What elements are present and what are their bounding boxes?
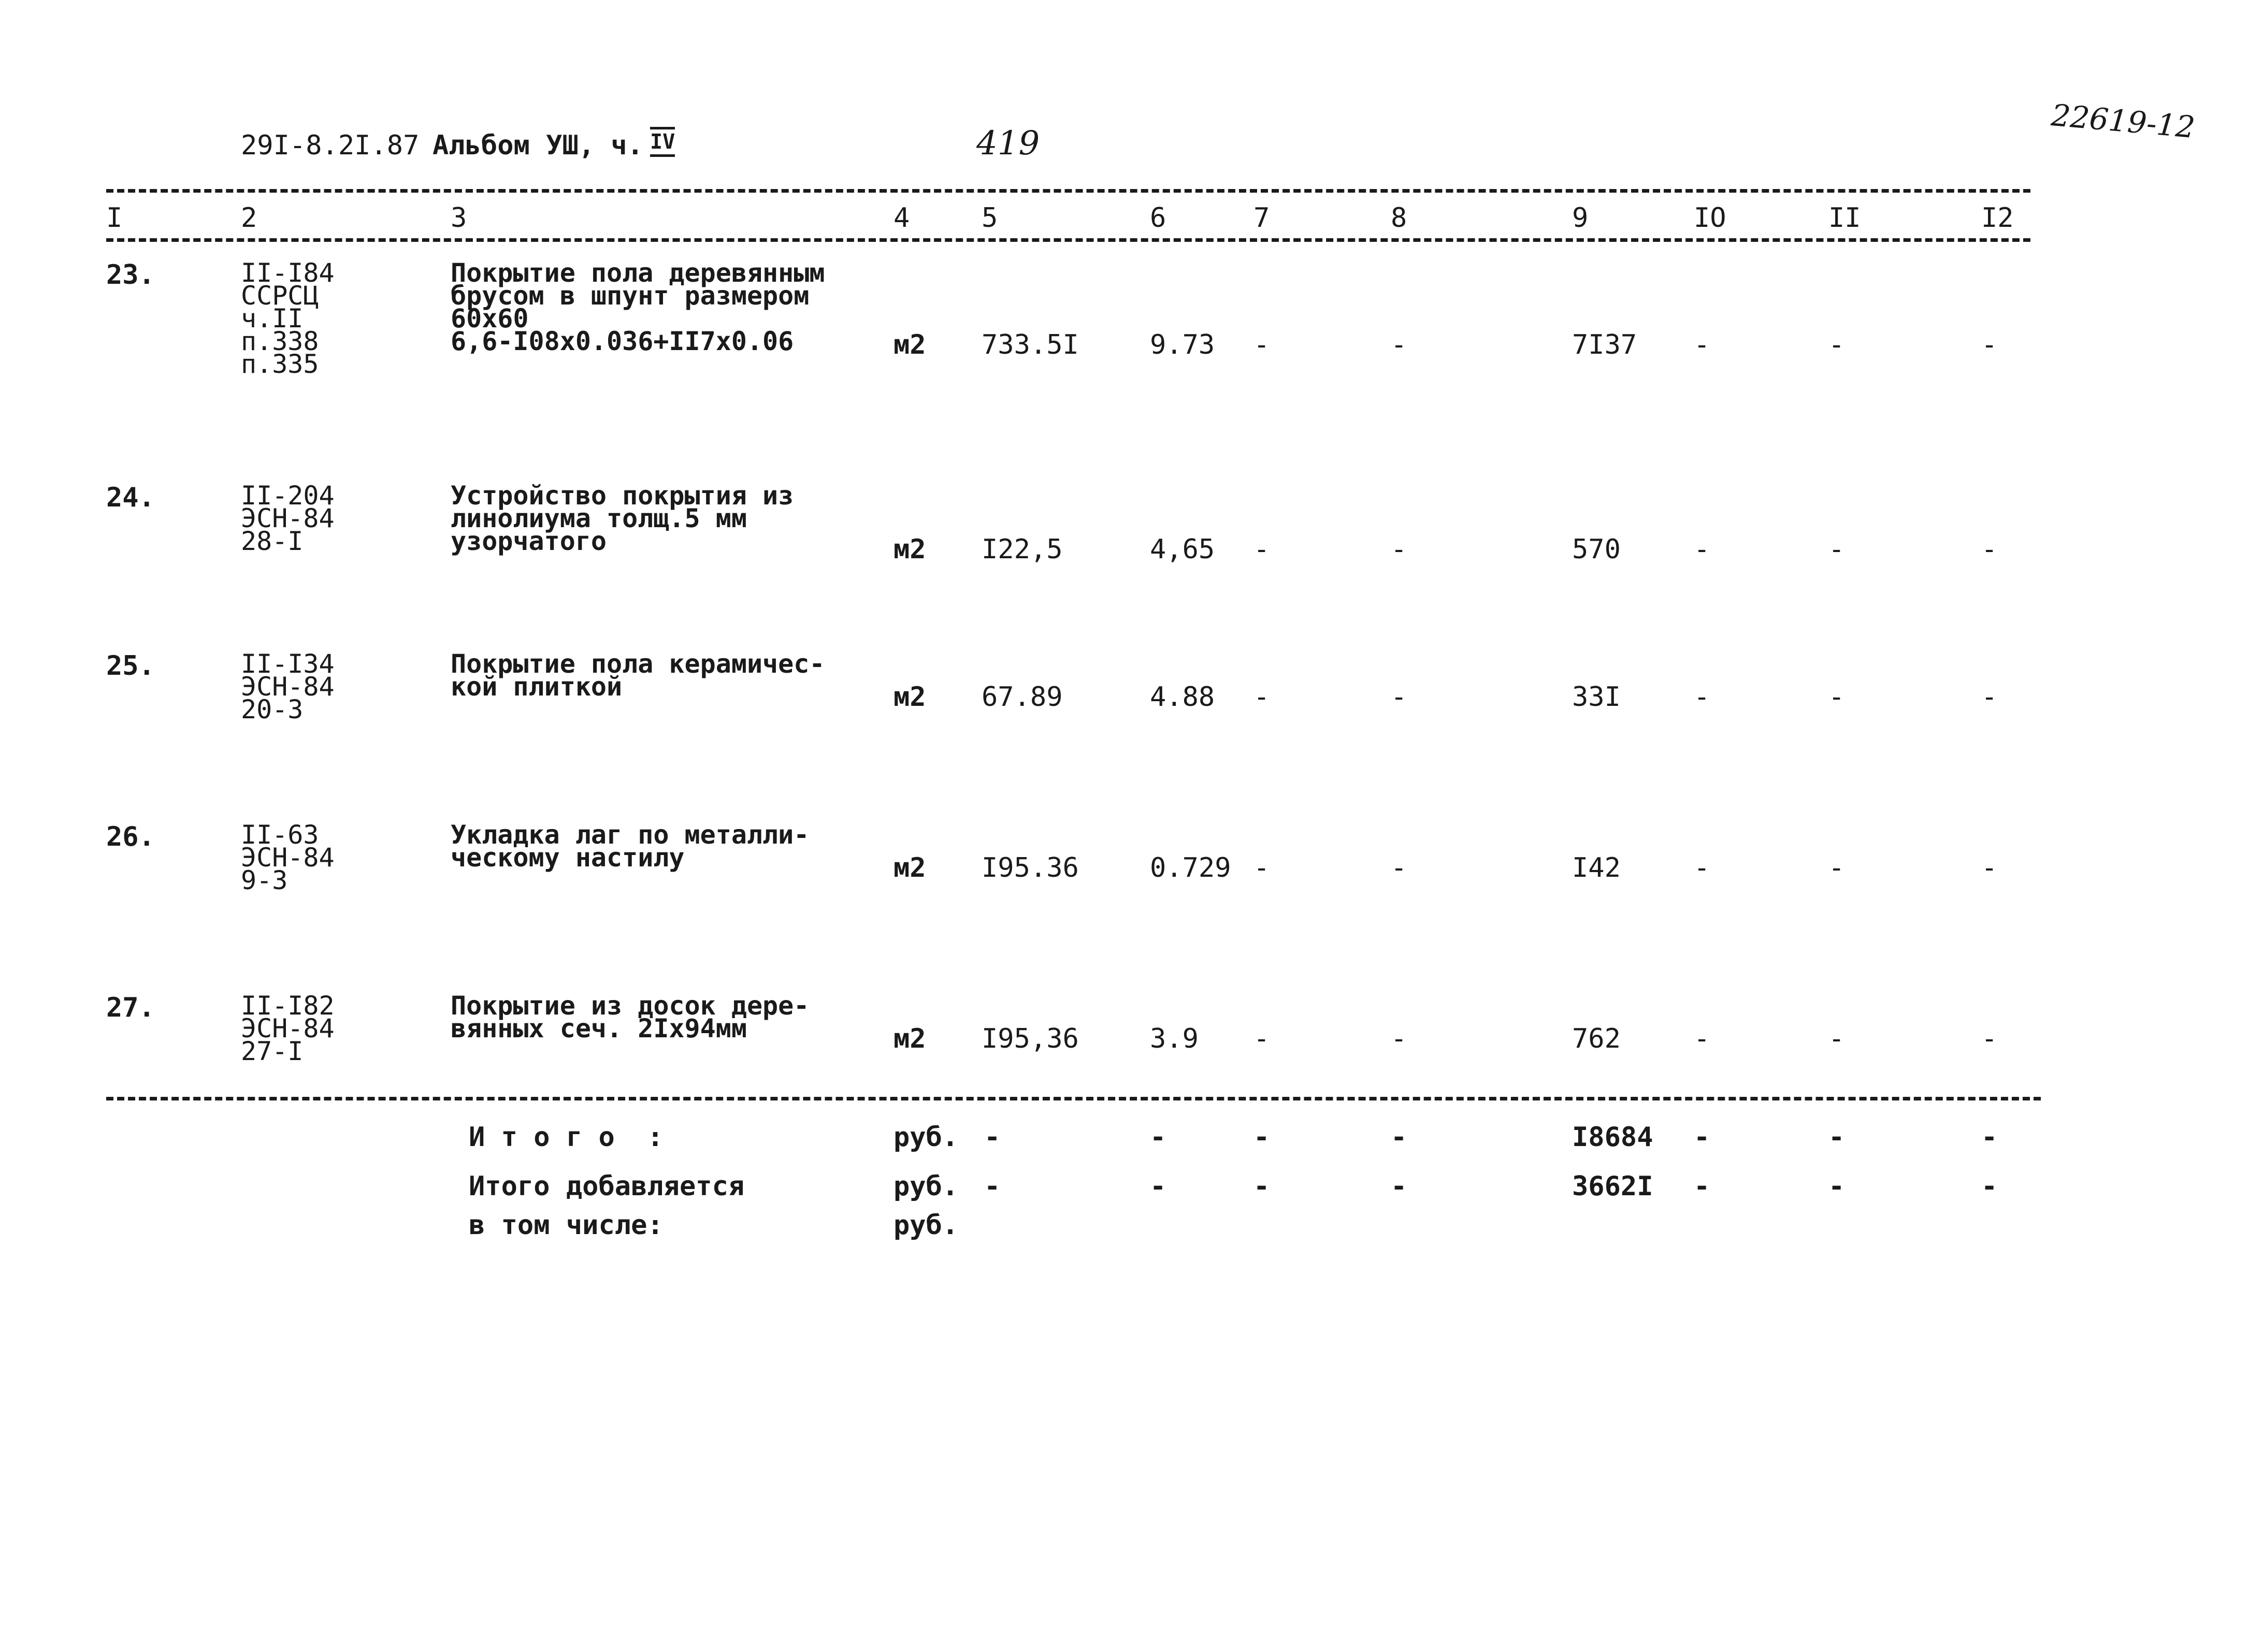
norm-code: II-204 ЭСН-84 28-I — [241, 481, 335, 556]
totals-label: в том числе: — [469, 1210, 664, 1241]
row-number: 27. — [106, 992, 155, 1023]
norm-code: II-I82 ЭСН-84 27-I — [241, 991, 335, 1066]
col10-cell: - — [1694, 852, 1710, 883]
col8-cell: - — [1391, 329, 1407, 360]
unit-price-cell: 4,65 — [1150, 534, 1215, 565]
col11-cell: - — [1828, 1023, 1845, 1054]
row-number: 25. — [106, 650, 155, 682]
totals-unit: руб. — [893, 1210, 959, 1241]
col7-cell: - — [1253, 852, 1270, 883]
totals-c9-cell: 3662I — [1572, 1171, 1653, 1202]
totals-c6-cell: - — [1150, 1171, 1166, 1202]
quantity-cell: I22,5 — [982, 534, 1063, 565]
header-top-rule — [106, 189, 2030, 193]
work-description: Покрытие из досок дере- вянных сеч. 2Iх94мм — [451, 991, 810, 1044]
totals-c6-cell: - — [1150, 1122, 1166, 1153]
column-header-9: 9 — [1572, 202, 1589, 234]
unit-price-cell: 0.729 — [1150, 852, 1231, 883]
column-header-5: 5 — [982, 202, 998, 234]
totals-rule — [106, 1097, 2041, 1100]
column-header-10: IO — [1694, 202, 1726, 234]
totals-c11-cell: - — [1828, 1122, 1845, 1153]
col12-cell: - — [1981, 534, 1998, 565]
col11-cell: - — [1828, 682, 1845, 713]
column-header-3: 3 — [451, 202, 467, 234]
unit-cell: м2 — [893, 534, 926, 565]
col7-cell: - — [1253, 329, 1270, 360]
col10-cell: - — [1694, 682, 1710, 713]
totals-c5-cell: - — [984, 1122, 1001, 1153]
unit-cell: м2 — [893, 329, 926, 360]
work-description: Покрытие пола деревянным брусом в шпунт размером 60х60 6,6-I08х0.036+II7х0.06 — [451, 258, 825, 356]
column-header-12: I2 — [1981, 202, 2014, 234]
col8-cell: - — [1391, 1023, 1407, 1054]
column-header-1: I — [106, 202, 123, 234]
quantity-cell: 67.89 — [982, 682, 1063, 713]
col11-cell: - — [1828, 534, 1845, 565]
work-description: Укладка лаг по металли- ческому настилу — [451, 820, 810, 873]
totals-c5-cell: - — [984, 1171, 1001, 1202]
column-header-11: II — [1828, 202, 1861, 234]
totals-c11-cell: - — [1828, 1171, 1845, 1202]
row-number: 26. — [106, 821, 155, 852]
unit-price-cell: 3.9 — [1150, 1023, 1199, 1054]
col7-cell: - — [1253, 1023, 1270, 1054]
cost-cell: 762 — [1572, 1023, 1621, 1054]
part-mark: IV — [650, 127, 675, 157]
col8-cell: - — [1391, 682, 1407, 713]
totals-c8-cell: - — [1391, 1122, 1407, 1153]
col10-cell: - — [1694, 534, 1710, 565]
header-bottom-rule — [106, 238, 2030, 242]
quantity-cell: 733.5I — [982, 329, 1079, 360]
totals-c10-cell: - — [1694, 1171, 1710, 1202]
unit-price-cell: 9.73 — [1150, 329, 1215, 360]
row-number: 24. — [106, 482, 155, 513]
col10-cell: - — [1694, 329, 1710, 360]
totals-c10-cell: - — [1694, 1122, 1710, 1153]
unit-cell: м2 — [893, 1023, 926, 1054]
totals-label: И т о г о : — [469, 1122, 664, 1153]
totals-unit: руб. — [893, 1122, 959, 1153]
column-header-6: 6 — [1150, 202, 1166, 234]
totals-c12-cell: - — [1981, 1122, 1998, 1153]
col10-cell: - — [1694, 1023, 1710, 1054]
unit-cell: м2 — [893, 852, 926, 883]
totals-c8-cell: - — [1391, 1171, 1407, 1202]
col8-cell: - — [1391, 534, 1407, 565]
column-header-7: 7 — [1253, 202, 1270, 234]
work-description: Покрытие пола керамичес- кой плиткой — [451, 649, 825, 702]
col12-cell: - — [1981, 1023, 1998, 1054]
page-number: 419 — [976, 124, 1040, 163]
column-header-4: 4 — [893, 202, 910, 234]
corner-note: 22619-12 — [2050, 97, 2197, 145]
cost-cell: 33I — [1572, 682, 1621, 713]
col7-cell: - — [1253, 682, 1270, 713]
album-label: Альбом УШ, ч. — [433, 130, 643, 161]
totals-c12-cell: - — [1981, 1171, 1998, 1202]
totals-c7-cell: - — [1253, 1122, 1270, 1153]
work-description: Устройство покрытия из линолиума толщ.5 мм узорчатого — [451, 481, 794, 556]
totals-label: Итого добавляется — [469, 1171, 745, 1202]
quantity-cell: I95,36 — [982, 1023, 1079, 1054]
col12-cell: - — [1981, 682, 1998, 713]
col11-cell: - — [1828, 852, 1845, 883]
unit-price-cell: 4.88 — [1150, 682, 1215, 713]
document-code: 29I-8.2I.87 — [241, 130, 420, 161]
col8-cell: - — [1391, 852, 1407, 883]
totals-c9-cell: I8684 — [1572, 1122, 1653, 1153]
cost-cell: 570 — [1572, 534, 1621, 565]
column-header-8: 8 — [1391, 202, 1407, 234]
col7-cell: - — [1253, 534, 1270, 565]
column-header-2: 2 — [241, 202, 257, 234]
totals-c7-cell: - — [1253, 1171, 1270, 1202]
quantity-cell: I95.36 — [982, 852, 1079, 883]
norm-code: II-I84 ССРСЦ ч.II п.338 п.335 — [241, 258, 335, 379]
col11-cell: - — [1828, 329, 1845, 360]
row-number: 23. — [106, 259, 155, 291]
cost-cell: I42 — [1572, 852, 1621, 883]
totals-unit: руб. — [893, 1171, 959, 1202]
cost-cell: 7I37 — [1572, 329, 1637, 360]
norm-code: II-63 ЭСН-84 9-3 — [241, 820, 335, 895]
col12-cell: - — [1981, 852, 1998, 883]
norm-code: II-I34 ЭСН-84 20-3 — [241, 649, 335, 724]
unit-cell: м2 — [893, 682, 926, 713]
col12-cell: - — [1981, 329, 1998, 360]
